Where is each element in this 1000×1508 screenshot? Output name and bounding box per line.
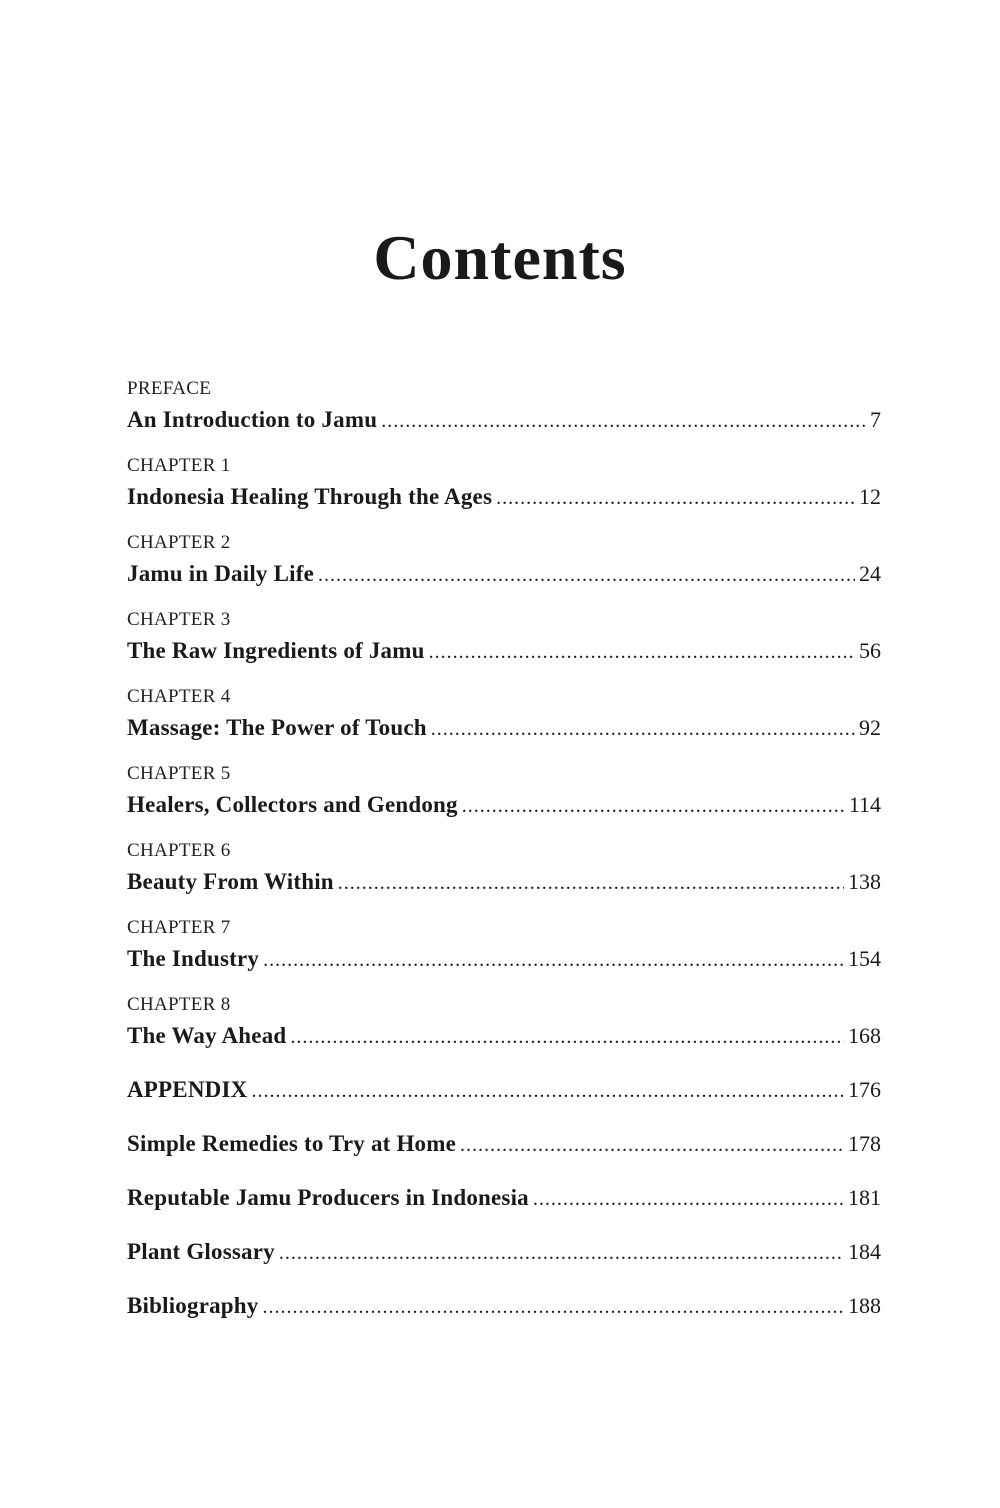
chapter-title: Massage: The Power of Touch — [127, 715, 427, 740]
chapter-title: The Raw Ingredients of Jamu — [127, 638, 425, 663]
chapter-title: The Way Ahead — [127, 1023, 287, 1048]
page-number: 181 — [848, 1185, 881, 1210]
toc-line[interactable] — [127, 942, 881, 976]
chapter-title: Healers, Collectors and Gendong — [127, 792, 458, 817]
page-number: 7 — [870, 407, 881, 432]
dot-leader — [263, 943, 844, 977]
chapter-title: Jamu in Daily Life — [127, 561, 314, 586]
dot-leader — [496, 481, 855, 515]
page-number: 138 — [848, 869, 881, 894]
chapter-label: PREFACE — [127, 378, 212, 399]
chapter-label: CHAPTER 4 — [127, 686, 231, 707]
page-number: 176 — [848, 1077, 881, 1102]
page-number: 178 — [848, 1131, 881, 1156]
chapter-title: An Introduction to Jamu — [127, 407, 378, 432]
toc-entry-jamu-producers[interactable] — [127, 1181, 881, 1215]
toc-entry-chapter-8 — [127, 991, 881, 1053]
page-number: 12 — [859, 484, 881, 509]
toc-line[interactable] — [127, 634, 881, 668]
chapter-label: CHAPTER 8 — [127, 994, 231, 1015]
chapter-label: CHAPTER 7 — [127, 917, 231, 938]
dot-leader — [431, 712, 855, 746]
dot-leader — [318, 558, 855, 592]
page-number: 188 — [848, 1293, 881, 1318]
chapter-label: CHAPTER 3 — [127, 609, 231, 630]
page-number: 24 — [859, 561, 881, 586]
page-number: 114 — [848, 792, 881, 817]
page-number: 92 — [859, 715, 881, 740]
chapter-title: The Industry — [127, 946, 260, 971]
dot-leader — [533, 1182, 844, 1216]
page-number: 168 — [848, 1023, 881, 1048]
toc-line[interactable] — [127, 480, 881, 514]
dot-leader — [381, 404, 866, 438]
dot-leader — [460, 1128, 844, 1162]
dot-leader — [290, 1020, 844, 1054]
toc-entry-chapter-2 — [127, 529, 881, 591]
appendix-title: Reputable Jamu Producers in Indonesia — [127, 1185, 529, 1210]
dot-leader — [338, 866, 844, 900]
toc-entry-chapter-5 — [127, 760, 881, 822]
chapter-label: CHAPTER 1 — [127, 455, 231, 476]
dot-leader — [251, 1074, 844, 1108]
appendix-title: APPENDIX — [127, 1077, 248, 1102]
toc-entry-simple-remedies[interactable] — [127, 1127, 881, 1161]
toc-line[interactable] — [127, 403, 881, 437]
appendix-title: Bibliography — [127, 1293, 259, 1318]
dot-leader — [462, 789, 845, 823]
page-title: Contents — [373, 222, 627, 293]
chapter-title: Beauty From Within — [127, 869, 334, 894]
toc-entry-appendix[interactable] — [127, 1073, 881, 1107]
page-number: 154 — [848, 946, 881, 971]
table-of-contents — [127, 375, 881, 1323]
toc-entry-plant-glossary[interactable] — [127, 1235, 881, 1269]
toc-line[interactable] — [127, 788, 881, 822]
toc-entry-chapter-1 — [127, 452, 881, 514]
toc-entry-chapter-3 — [127, 606, 881, 668]
toc-entry-preface — [127, 375, 881, 437]
toc-entry-chapter-6 — [127, 837, 881, 899]
toc-line[interactable] — [127, 865, 881, 899]
dot-leader — [429, 635, 855, 669]
toc-line[interactable] — [127, 557, 881, 591]
dot-leader — [279, 1236, 844, 1270]
appendix-title: Simple Remedies to Try at Home — [127, 1131, 457, 1156]
toc-line[interactable] — [127, 711, 881, 745]
page-number: 184 — [848, 1239, 881, 1264]
chapter-title: Indonesia Healing Through the Ages — [127, 484, 493, 509]
toc-entry-chapter-4 — [127, 683, 881, 745]
dot-leader — [263, 1290, 845, 1324]
chapter-label: CHAPTER 2 — [127, 532, 231, 553]
page-number: 56 — [859, 638, 881, 663]
toc-entry-chapter-7 — [127, 914, 881, 976]
chapter-label: CHAPTER 5 — [127, 763, 231, 784]
toc-line[interactable] — [127, 1019, 881, 1053]
appendix-title: Plant Glossary — [127, 1239, 275, 1264]
chapter-label: CHAPTER 6 — [127, 840, 231, 861]
toc-entry-bibliography[interactable] — [127, 1289, 881, 1323]
